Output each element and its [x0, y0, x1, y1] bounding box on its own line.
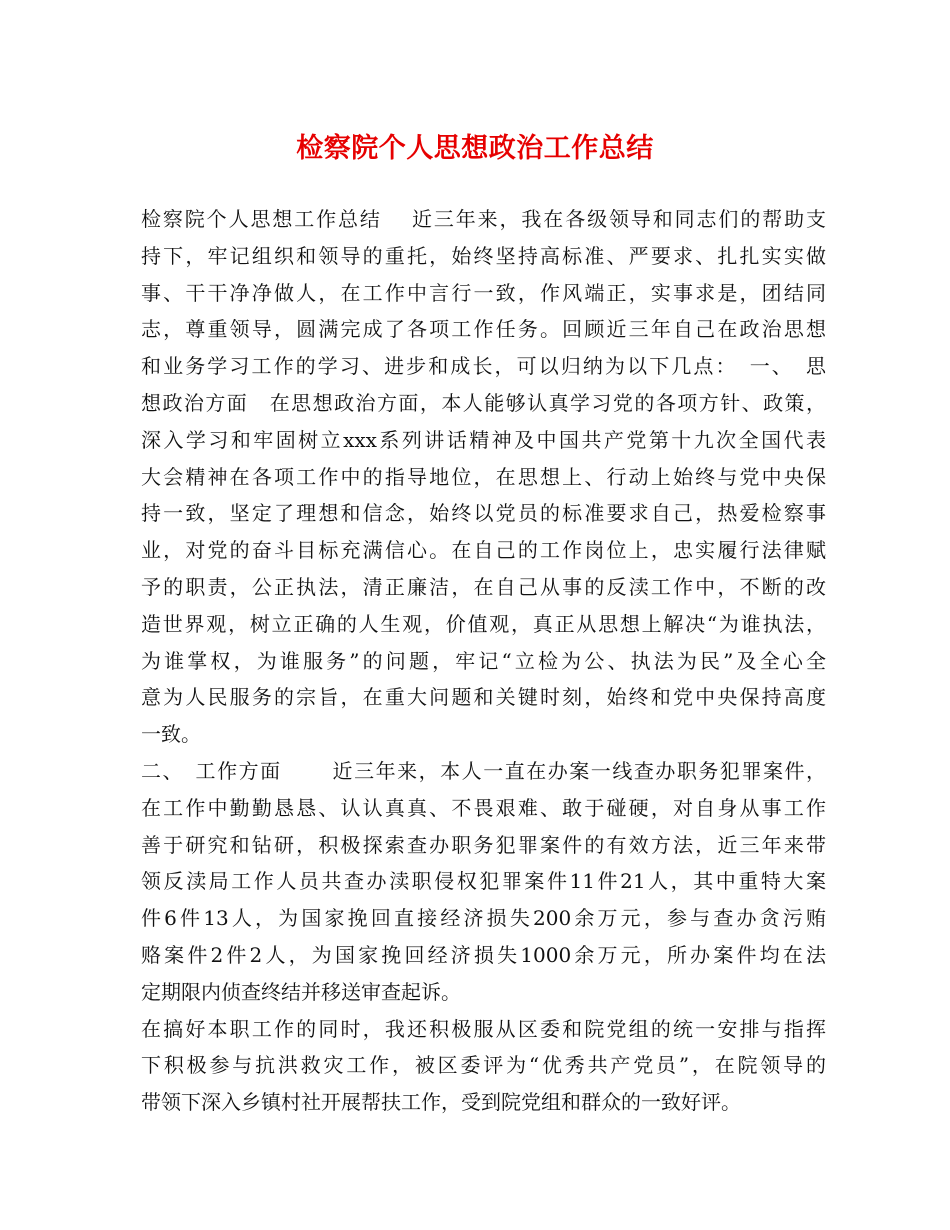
body-line: 事、干干净净做人，在工作中言行一致，作风端正，实事求是，团结同	[141, 280, 826, 305]
body-line: 件6件13人，为国家挽回直接经济损失200余万元，参与查办贪污贿	[141, 906, 826, 931]
body-line: 志，尊重领导，圆满完成了各项工作任务。回顾近三年自己在政治思想	[141, 317, 826, 342]
body-line: 为谁掌权，为谁服务”的问题，牢记“立检为公、执法为民”及全心全	[141, 648, 826, 673]
body-line: 持一致，坚定了理想和信念，始终以党员的标准要求自己，热爱检察事	[141, 501, 826, 526]
body-line: 持下，牢记组织和领导的重托，始终坚持高标准、严要求、扎扎实实做	[141, 243, 826, 268]
body-line: 意为人民服务的宗旨，在重大问题和关键时刻，始终和党中央保持高度	[141, 685, 826, 710]
body-line: 定期限内侦查终结并移送审查起诉。	[141, 979, 461, 1004]
body-line: 带领下深入乡镇村社开展帮扶工作，受到院党组和群众的一致好评。	[141, 1090, 741, 1115]
body-line: 在工作中勤勤恳恳、认认真真、不畏艰难、敢于碰硬，对自身从事工作	[141, 795, 826, 820]
body-line: 业，对党的奋斗目标充满信心。在自己的工作岗位上，忠实履行法律赋	[141, 538, 826, 563]
body-line: 检察院个人思想工作总结 近三年来，我在各级领导和同志们的帮助支	[141, 207, 826, 231]
body-line: 善于研究和钻研，积极探索查办职务犯罪案件的有效方法，近三年来带	[141, 832, 826, 857]
body-line: 和业务学习工作的学习、进步和成长，可以归纳为以下几点： 一、 思	[141, 354, 826, 379]
body-line: 在搞好本职工作的同时，我还积极服从区委和院党组的统一安排与指挥	[141, 1016, 826, 1041]
body-line: 深入学习和牢固树立xxx系列讲话精神及中国共产党第十九次全国代表	[141, 427, 826, 452]
body-line: 领反渎局工作人员共查办渎职侵权犯罪案件11件21人，其中重特大案	[141, 869, 826, 894]
body-line: 造世界观，树立正确的人生观，价值观，真正从思想上解决“为谁执法，	[141, 611, 826, 636]
body-line: 大会精神在各项工作中的指导地位，在思想上、行动上始终与党中央保	[141, 464, 826, 489]
document-title: 检察院个人思想政治工作总结	[296, 133, 654, 164]
document-body	[141, 201, 826, 1121]
body-line: 下积极参与抗洪救灾工作，被区委评为“优秀共产党员”，在院领导的	[141, 1053, 826, 1078]
body-line: 二、 工作方面 近三年来，本人一直在办案一线查办职务犯罪案件，	[141, 758, 826, 783]
body-line: 赂案件2件2人，为国家挽回经济损失1000余万元，所办案件均在法	[141, 942, 826, 967]
body-line: 想政治方面 在思想政治方面，本人能够认真学习党的各项方针、政策，	[141, 390, 826, 415]
body-line: 予的职责，公正执法，清正廉洁，在自己从事的反渎工作中，不断的改	[141, 574, 826, 599]
body-line: 一致。	[141, 722, 201, 747]
